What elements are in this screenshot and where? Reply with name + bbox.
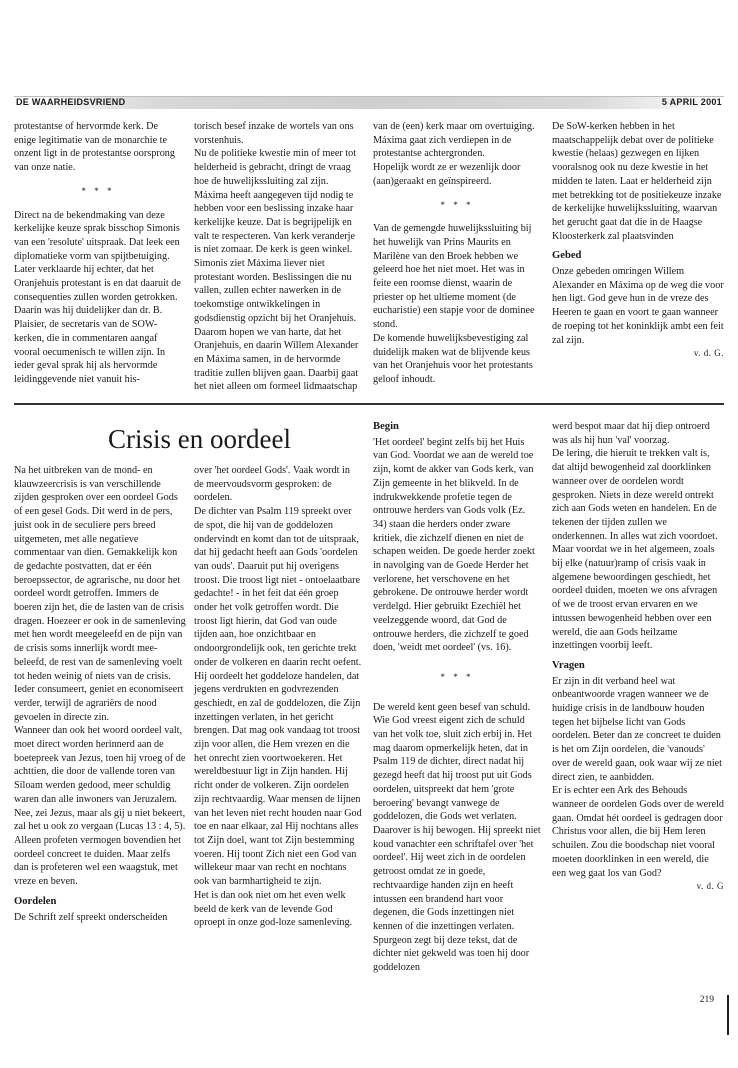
top-column-3 <box>373 120 541 387</box>
top-column-1 <box>14 120 182 387</box>
paragraph: Na het uitbreken van de mond- en klauwzeercrisis is van verschillende zijden gesproken over een oordeel Gods of een gesel Gods. Dit werd in de pers, juist ook in de seculiere pers breed uitgemeten, met alle negatieve commentaar van dien. Gemakkelijk kon de gedachte postvatten, dat er één beroepssector, de agrarische, nu door het oordeel wordt getroffen. Immers de boeren zijn het, die de lasten van de crisis dragen. Hoezeer er ook in de samenleving met hen wordt meegeleefd en de pijn van de crisis soms innerlijk wordt mee-beleefd, de rest van de samenleving voelt tot heden weinig of niets van de crisis. Ieder consumeert, geniet en economiseert verder, terwijl de agrariërs de nood gevoelen in directe zin. <box>14 465 186 723</box>
author-signature: v. d. G <box>696 881 724 892</box>
running-header <box>14 96 724 109</box>
top-column-4 <box>552 120 724 361</box>
issue-date: 5 APRIL 2001 <box>661 97 722 107</box>
section-heading: Gebed <box>552 250 582 262</box>
paragraph: Er is echter een Ark des Behouds wanneer de oordelen Gods over de wereld gaan. Omdat hét oordeel is gedragen door Christus voor allen, die bij Hem leren schuilen. Zou die boodschap niet vooral moeten doorklinken in een wereld, die een weg gaat los van God? <box>552 785 724 879</box>
paragraph: protestantse of hervormde kerk. De enige legitimatie van de monarchie te onzent ligt in de protestantse oorsprong van onze natie. <box>14 121 175 174</box>
page-edge-mark <box>727 995 729 1035</box>
article-column-2 <box>194 464 362 930</box>
section-divider: * * * <box>440 671 474 682</box>
paragraph: De lering, die hieruit te trekken valt is, dat altijd bewogenheid zal doorklinken wanneer over de oordelen wordt gesproken. Niets in deze wereld ontrekt zich aan Gods weten en handelen. En de tekenen der tijden zullen we onderkennen. In alles wat zich voordoet. Maar voordat we in het algemeen, zoals bij elke (natuur)ramp of crisis vaak in algemene bewoordingen geschiedt, het oordeel duiden, moeten we ons afvragen of we de troost ervan ervaren en we intussen bewogenheid hebben over een wereld, die aan Gods heilzame inzettingen voorbij leeft. <box>552 448 718 652</box>
article-column-1 <box>14 464 186 924</box>
paragraph: Het is dan ook niet om het even welk beeld de kerk van de levende God oproept in onze god-loze samenleving. <box>194 889 353 929</box>
section-heading: Oordelen <box>14 895 57 907</box>
paragraph: 'Het oordeel' begint zelfs bij het Huis van God. Voordat we aan de wereld toe zijn, komt de akker van Gods kerk, van Zijn gemeente in het blikveld. In de indrukwekkende profetie tegen de ontrouwe herders van Gods volk (Ez. 34) staan die herders onder zware kritiek, die zichzelf dienen en niet de schapen weiden. De goede herder zoekt in navolging van de Goede Herder het verlorene, het verschovene en het gebrokene. De ontrouwe herder wordt verdelgd. Hier gebruikt Ezechiël het veelzeggende woord, dat God de ontrouwe herders, die zichzelf te goed doen, 'weidt met oordeel' (vs. 16). <box>373 436 535 654</box>
paragraph: werd bespot maar dat hij diep ontroerd was als hij hun 'val' voorzag. <box>552 421 710 446</box>
page-number: 219 <box>699 995 714 1005</box>
paragraph: De wereld kent geen besef van schuld. Wie God vreest eigent zich de schuld van het volk toe, sluit zich erbij in. Het mag daarom opmerkelijk heten, dat in Psalm 119 de dichter, direct nadat hij gezegd heeft dat hij troost put uit Gods oordelen, uitspreekt dat hem 'grote beroering' bevangt vanwege de goddelozen, die Gods wet verlaten. Daarover is hij bewogen. Hij spreekt niet koud vanachter een schriftafel over 'het oordeel'. Hij weet zich in de oordelen getroost omdat ze in goede, rechtvaardige handen zijn en heeft intussen een brandend hart voor degenen, die Gods inzettingen niet kennen of die inzettingen verlaten. Spurgeon zegt bij deze tekst, dat de dichter niet gekweld was toen hij door goddelozen <box>373 701 541 974</box>
section-divider: * * * <box>440 199 474 210</box>
paragraph: De dichter van Psalm 119 spreekt over de spot, die hij van de goddelozen ondervindt en komt dan tot de uitspraak, dat hij gedacht heeft aan Gods 'oordelen van ouds'. Daaruit put hij overigens troost. Die troost ligt niet - ontoelaatbare gedachte! - in het feit dat één groep onder het volk getroffen wordt. Die troost ligt hierin, dat God van oude tijden aan, hoe onzichtbaar en ondoorgrondelijk ook, ten gerichte trekt onder de volkeren en daarin recht oefent. Hij oordeelt het goddeloze handelen, dat jegens verdrukten en godvrezenden geschiedt, en zal de goddelozen, die Zijn inzettingen verlaten, in het gericht brengen. Dat mag ook vandaag tot troost zijn voor allen, die Hem vrezen en die het onrecht zien voortwoekeren. Het wereldbestuur ligt in Zijn handen. Hij richt onder de volkeren. Zijn oordelen zijn rechtvaardig. Waar mensen de lijnen van het leven niet recht houden naar God toe en naar elkaar, zal Hij nochtans alles tot Zijn doel, want tot Zijn bestemming voeren. Hij toont Zich niet een God van willekeur maar van recht en nochtans ook van barmhartigheid te zijn. <box>194 506 362 888</box>
publication-name: DE WAARHEIDSVRIEND <box>16 97 126 107</box>
top-column-2 <box>194 120 362 394</box>
section-heading: Begin <box>373 421 399 432</box>
article-title: Crisis en oordeel <box>108 424 291 454</box>
paragraph: De SoW-kerken hebben in het maatschappelijk debat over de politieke kwestie (helaas) gezwegen en lijken vooralsnog ook nu deze kwestie in het midden te laten. Laat er helderheid zijn met betrekking tot de positiekeuze inzake de kerkelijke huwelijkssluiting, waarvan het gerucht gaat dat die in de Haagse Kloosterkerk zal plaatsvinden <box>552 121 722 242</box>
section-heading: Vragen <box>552 659 585 671</box>
paragraph: De komende huwelijksbevestiging zal duidelijk maken wat de blijvende keus van het Oranjehuis voor het protestants geloof inhoudt. <box>373 332 533 385</box>
paragraph: Nu de politieke kwestie min of meer tot helderheid is gebracht, dringt de vraag hoe de huwelijkssluiting zal zijn. Máxima heeft aangegeven tijd nodig te hebben voor een beslissing inzake haar kerkelijke keuze. Dat is begrijpelijk en valt te respecteren. Van kerk veranderje is niet zomaar. De kerk is geen winkel. Simonis ziet Máxima liever niet protestant worden. Beslissingen die nu vallen, zullen echter nawerken in de toekomstige ontwikkelingen in godsdienstig opzicht bij het Oranjehuis. Daarom hopen we van harte, dat het Oranjehuis, en daarin Willem Alexander en Máxima samen, in de hervormde traditie zullen blijven gaan. Daarbij gaat het niet alleen om formeel lidmaatschap <box>194 148 359 393</box>
paragraph: Wanneer dan ook het woord oordeel valt, moet direct worden herinnerd aan de boetepreek van Jezus, toen hij vroeg of de achttien, die door de vallende toren van Siloam werden gedood, meer schuldig waren dan alle inwoners van Jeruzalem. Nee, zei Jezus, maar als gij u niet bekeert, zal het u ook zo vergaan (Lucas 13 : 4, 5). Alleen profeten vermogen bovendien het oordeel concreet te duiden. Maar zelfs dan is profeteren wel een waagstuk, met vreze en beven. <box>14 725 186 888</box>
paragraph: Van de gemengde huwelijkssluiting bij het huwelijk van Prins Maurits en Marilène van den Broek hebben we geleerd hoe het niet moet. Het was in feite een roomse dienst, waarin de priester op het ultieme moment (de eucharistie) een stapje voor de dominee stond. <box>373 223 535 331</box>
author-signature: v. d. G. <box>693 348 724 359</box>
paragraph: De Schrift zelf spreekt onderscheiden <box>14 911 168 923</box>
paragraph: Direct na de bekendmaking van deze kerkelijke keuze sprak bisschop Simonis van een 'resolute' uitspraak. Dat leek een diplomatieke vorm van spijtbetuiging. Later verklaarde hij echter, dat het Oranjehuis protestant is en dat daaruit de consequenties zullen worden getrokken. Daarin was hij duidelijker dan dr. B. Plaisier, de secretaris van de SOW-kerken, die in commentaren aangaf vooral oecumenisch te willen zijn. In ieder geval sprak hij als hervormde leidinggevende niet vanuit his- <box>14 209 181 385</box>
paragraph: Onze gebeden omringen Willem Alexander en Máxima op de weg die voor hen ligt. God geve hun in de vreze des Heeren te gaan en voort te gaan wanneer de roeping tot het koninklijk ambt een feit zal zijn. <box>552 266 724 346</box>
paragraph: torisch besef inzake de wortels van ons vorstenhuis. <box>194 121 354 146</box>
paragraph: over 'het oordeel Gods'. Vaak wordt in de meervoudsvorm gesproken: de oordelen. <box>194 465 350 504</box>
section-divider: * * * <box>81 185 115 196</box>
paragraph: Hopelijk wordt ze er wezenlijk door (aan)geraakt en geïnspireerd. <box>373 162 521 187</box>
paragraph: van de (een) kerk maar om overtuiging. Máxima gaat zich verdiepen in de protestantse achtergronden. <box>373 121 535 160</box>
section-rule <box>14 403 724 405</box>
article-column-3 <box>373 420 541 975</box>
paragraph: Er zijn in dit verband heel wat onbeantwoorde vragen wanneer we de huidige crisis in de landbouw houden tegen het bijbelse licht van Gods oordelen. Beter dan ze concreet te duiden is het om Zijn oordelen, die 'vanouds' over de wereld gaan, ook waar wij ze niet direct zien, te aanbidden. <box>552 675 722 783</box>
article-column-4 <box>552 420 724 894</box>
